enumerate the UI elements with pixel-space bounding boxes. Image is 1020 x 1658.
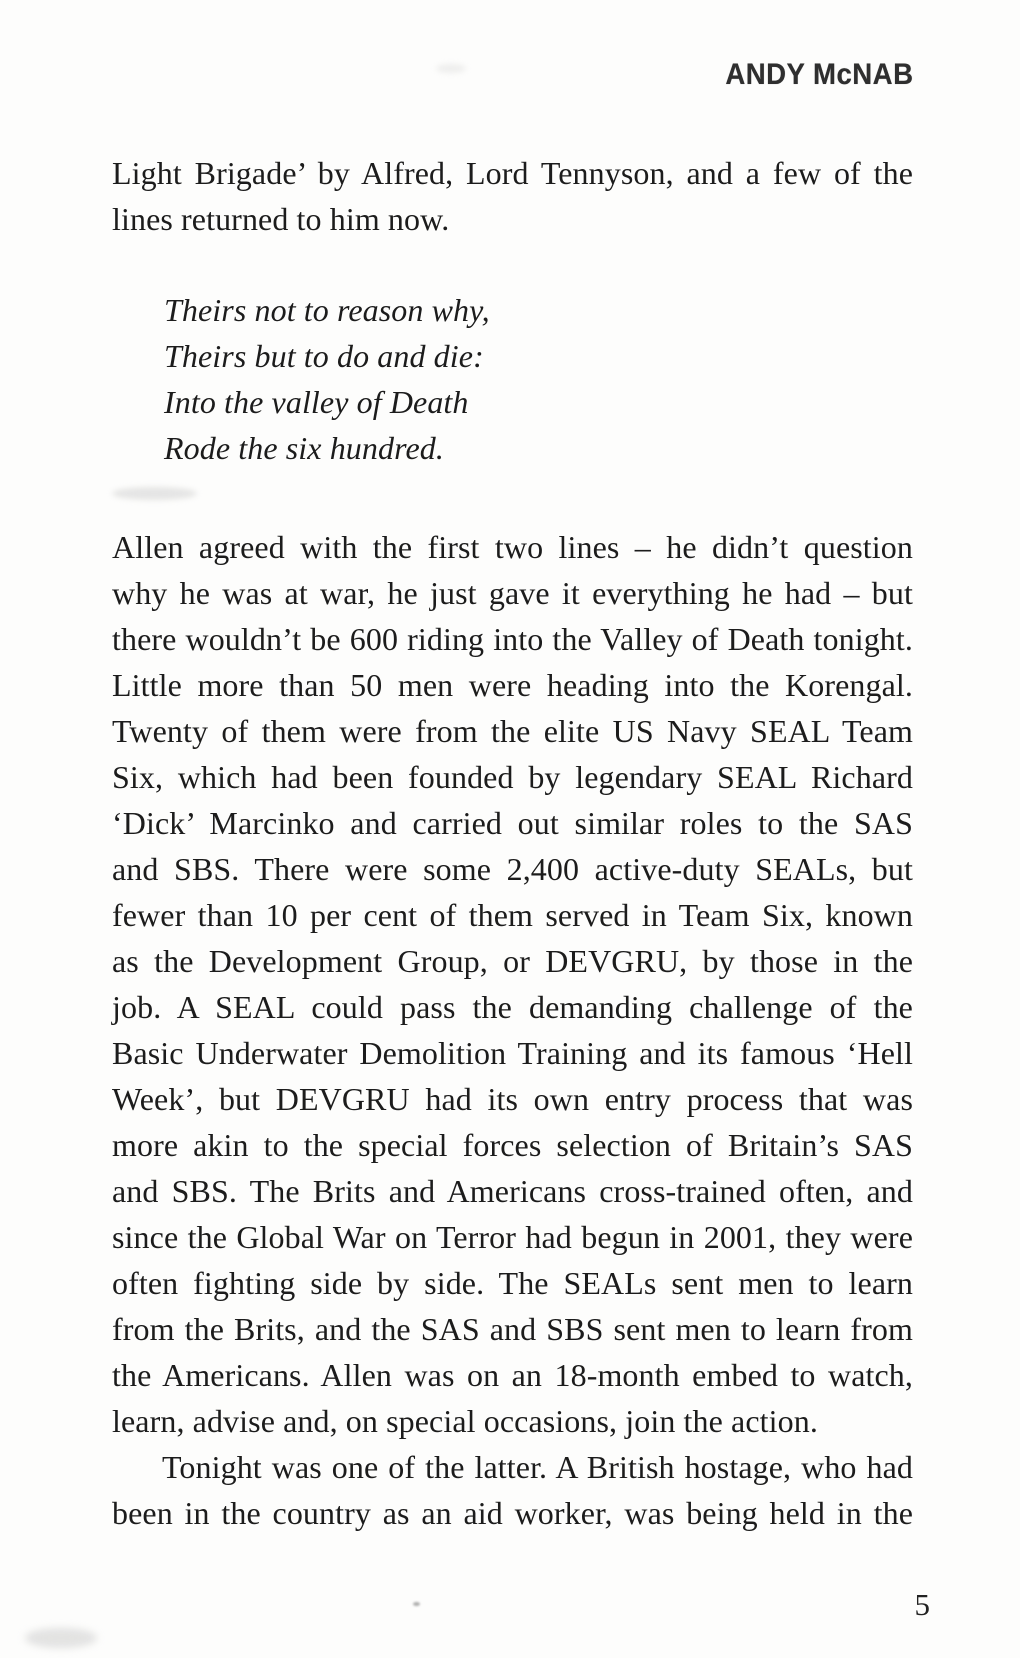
- scan-artifact: [25, 1628, 97, 1648]
- text-line: job. A SEAL could pass the demanding challenge of the: [112, 989, 913, 1025]
- text-line: Little more than 50 men were heading into the Korengal.: [112, 667, 913, 703]
- text-line: lines returned to him now.: [112, 201, 450, 237]
- text-line: fewer than 10 per cent of them served in Team Six, known: [112, 897, 913, 933]
- text-line: and SBS. The Brits and Americans cross-trained often, and: [112, 1173, 913, 1209]
- text-line: the Americans. Allen was on an 18-month embed to watch,: [112, 1357, 913, 1393]
- text-line: Week’, but DEVGRU had its own entry process that was: [112, 1081, 913, 1117]
- poem-extract: [112, 287, 913, 471]
- opening-paragraph: [112, 150, 913, 242]
- text-line: Tonight was one of the latter. A British hostage, who had: [162, 1449, 913, 1485]
- text-line: Twenty of them were from the elite US Navy SEAL Team: [112, 713, 913, 749]
- text-line: as the Development Group, or DEVGRU, by those in the: [112, 943, 913, 979]
- text-line: learn, advise and, on special occasions, join the action.: [112, 1403, 818, 1439]
- text-line: Allen agreed with the first two lines – he didn’t question: [112, 529, 913, 565]
- text-line: often fighting side by side. The SEALs sent men to learn: [112, 1265, 913, 1301]
- author-name: ANDY McNAB: [724, 58, 913, 91]
- text-line: there wouldn’t be 600 riding into the Valley of Death tonight.: [112, 621, 913, 657]
- text-line: more akin to the special forces selection of Britain’s SAS: [112, 1127, 913, 1163]
- text-line: since the Global War on Terror had begun in 2001, they were: [112, 1219, 913, 1255]
- main-paragraph: [112, 524, 913, 1536]
- poem-line: Rode the six hundred.: [164, 430, 444, 466]
- text-line: and SBS. There were some 2,400 active-duty SEALs, but: [112, 851, 913, 887]
- text-line: from the Brits, and the SAS and SBS sent men to learn from: [112, 1311, 913, 1347]
- running-header: [112, 58, 913, 92]
- poem-line: Theirs not to reason why,: [164, 292, 490, 328]
- text-line: Light Brigade’ by Alfred, Lord Tennyson, and a few of the: [112, 155, 913, 191]
- poem-line: Into the valley of Death: [164, 384, 469, 420]
- text-line: Six, which had been founded by legendary SEAL Richard: [112, 759, 913, 795]
- scan-artifact: [112, 487, 197, 500]
- text-line: Basic Underwater Demolition Training and its famous ‘Hell: [112, 1035, 913, 1071]
- page-number: 5: [914, 1587, 930, 1622]
- text-line: ‘Dick’ Marcinko and carried out similar roles to the SAS: [112, 805, 913, 841]
- text-line: why he was at war, he just gave it everything he had – but: [112, 575, 913, 611]
- text-line: been in the country as an aid worker, was being held in the: [112, 1495, 913, 1531]
- poem-line: Theirs but to do and die:: [164, 338, 484, 374]
